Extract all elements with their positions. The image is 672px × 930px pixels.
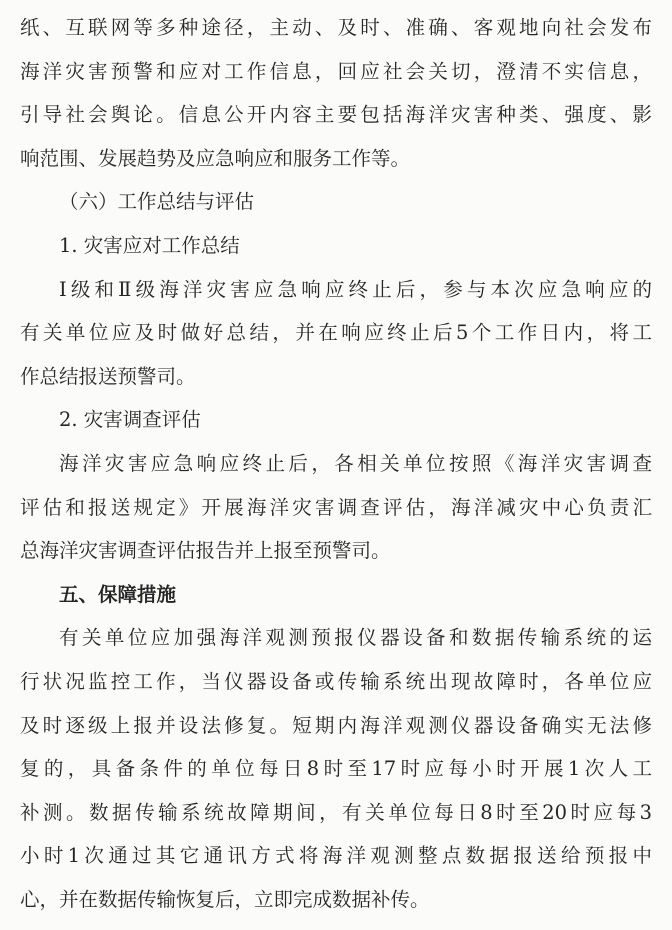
paragraph-line: 行状况监控工作，当仪器设备或传输系统出现故障时，各单位应 — [20, 669, 652, 693]
paragraph-line: 小时1次通过其它通讯方式将海洋观测整点数据报送给预报中 — [20, 844, 652, 868]
paragraph-line: 有关单位应及时做好总结，并在响应终止后5个工作日内，将工 — [20, 321, 652, 345]
paragraph-line: 纸、互联网等多种途径，主动、及时、准确、客观地向社会发布 — [20, 16, 652, 39]
paragraph-line: 总海洋灾害调查评估报告并上报至预警司。 — [20, 539, 391, 563]
paragraph-line: 心，并在数据传输恢复后，立即完成数据补传。 — [20, 887, 430, 911]
paragraph-line: 作总结报送预警司。 — [20, 364, 196, 388]
paragraph-line: 评估和报送规定》开展海洋灾害调查评估，海洋减灾中心负责汇 — [20, 495, 652, 519]
paragraph-line: Ⅰ级和Ⅱ级海洋灾害应急响应终止后，参与本次应急响应的 — [59, 277, 652, 301]
paragraph-line: 响范围、发展趋势及应急响应和服务工作等。 — [20, 146, 411, 170]
section-subheading: （六）工作总结与评估 — [59, 190, 255, 214]
paragraph-line: 引导社会舆论。信息公开内容主要包括海洋灾害种类、强度、影 — [20, 103, 652, 127]
subsection-title: 2. 灾害调查评估 — [59, 408, 201, 432]
paragraph-line: 补测。数据传输系统故障期间，有关单位每日8时至20时应每3 — [20, 800, 652, 824]
paragraph-line: 及时逐级上报并设法修复。短期内海洋观测仪器设备确实无法修 — [20, 713, 652, 737]
paragraph-line: 复的，具备条件的单位每日8时至17时应每小时开展1次人工 — [20, 757, 652, 781]
paragraph-line: 海洋灾害应急响应终止后，各相关单位按照《海洋灾害调查 — [59, 451, 652, 475]
section-heading: 五、保障措施 — [59, 582, 177, 606]
subsection-title: 1. 灾害应对工作总结 — [59, 233, 240, 257]
paragraph-line: 有关单位应加强海洋观测预报仪器设备和数据传输系统的运 — [59, 626, 652, 650]
paragraph-line: 海洋灾害预警和应对工作信息，回应社会关切，澄清不实信息， — [20, 59, 652, 83]
